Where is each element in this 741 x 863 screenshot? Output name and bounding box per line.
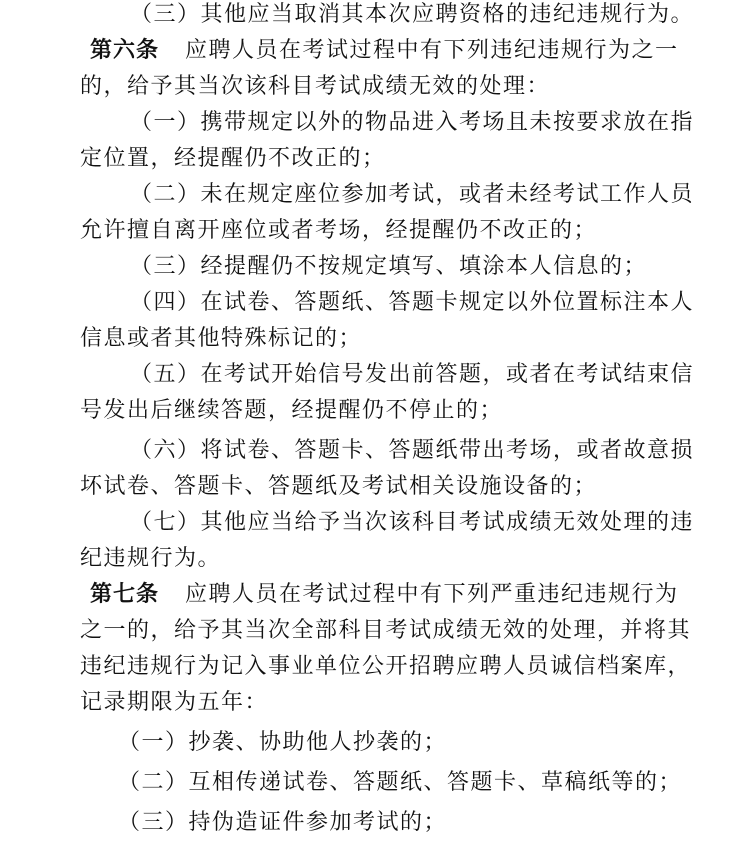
paragraph-line: （三）其他应当取消其本次应聘资格的违纪违规行为。 — [130, 2, 695, 27]
article-six-first-line: 应聘人员在考试过程中有下列违纪违规行为之一 — [185, 38, 679, 63]
list-item-line: 号发出后继续答题，经提醒仍不停止的； — [80, 398, 504, 423]
article-six-title: 第六条 — [90, 38, 160, 63]
list-item-line: （三）持伪造证件参加考试的； — [118, 810, 448, 835]
paragraph-line: 记录期限为五年： — [80, 690, 269, 715]
list-item-line: （二）未在规定座位参加考试，或者未经考试工作人员 — [130, 182, 695, 207]
list-item-line: 坏试卷、答题卡、答题纸及考试相关设施设备的； — [80, 474, 598, 499]
list-item-line: （五）在考试开始信号发出前答题，或者在考试结束信 — [130, 362, 695, 387]
list-item-line: （一）携带规定以外的物品进入考场且未按要求放在指 — [130, 110, 695, 135]
paragraph-line: 之一的，给予其当次全部科目考试成绩无效的处理，并将其 — [80, 618, 692, 643]
list-item-line: （六）将试卷、答题卡、答题纸带出考场，或者故意损 — [130, 438, 695, 463]
list-item-line: 定位置，经提醒仍不改正的； — [80, 146, 386, 171]
paragraph-line: 违纪违规行为记入事业单位公开招聘应聘人员诚信档案库， — [80, 654, 692, 679]
list-item-line: 信息或者其他特殊标记的； — [80, 326, 363, 351]
list-item-line: （七）其他应当给予当次该科目考试成绩无效处理的违 — [130, 510, 695, 535]
list-item-line: （二）互相传递试卷、答题纸、答题卡、草稿纸等的； — [118, 770, 683, 795]
list-item-line: 纪违规行为。 — [80, 546, 222, 571]
list-item-line: （一）抄袭、协助他人抄袭的； — [118, 730, 448, 755]
paragraph-line: 的，给予其当次该科目考试成绩无效的处理： — [80, 74, 551, 99]
list-item-line: （三）经提醒仍不按规定填写、填涂本人信息的； — [130, 254, 648, 279]
article-seven-first-line: 应聘人员在考试过程中有下列严重违纪违规行为 — [185, 582, 679, 607]
list-item-line: （四）在试卷、答题纸、答题卡规定以外位置标注本人 — [130, 290, 695, 315]
article-seven-title: 第七条 — [90, 582, 160, 607]
list-item-line: 允许擅自离开座位或者考场，经提醒仍不改正的； — [80, 218, 598, 243]
